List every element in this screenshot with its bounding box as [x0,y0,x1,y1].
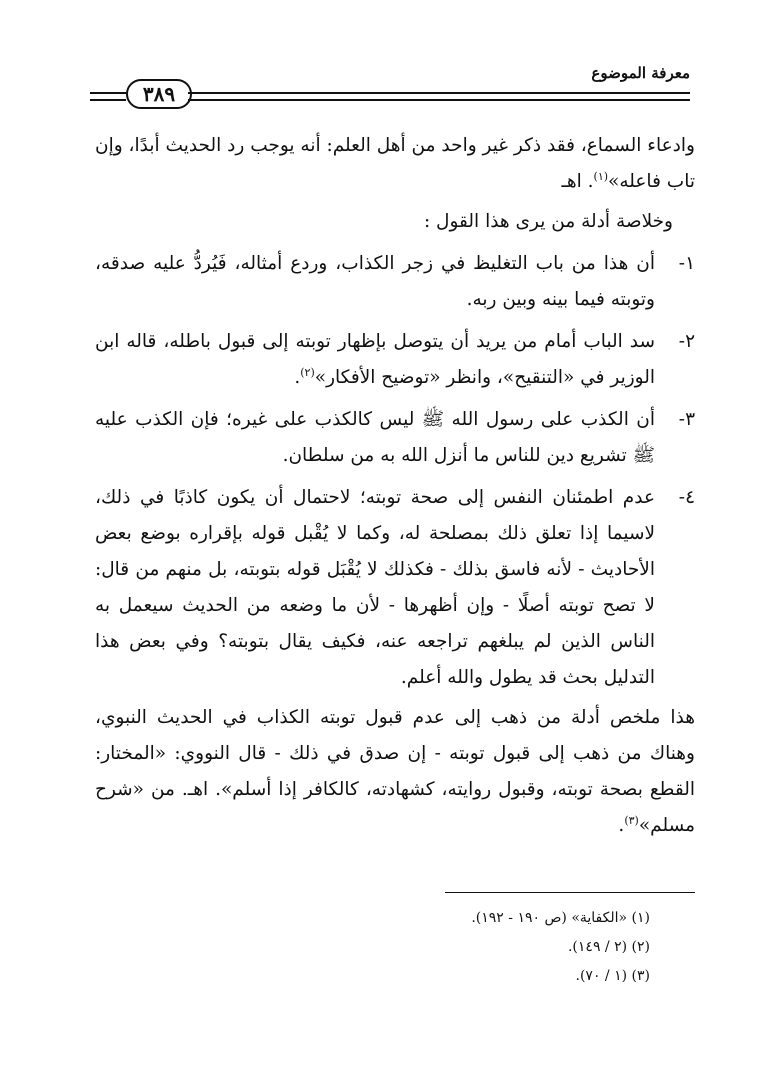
list-item-text: عدم اطمئنان النفس إلى صحة توبته؛ لاحتمال أن يكون كاذبًا في ذلك، لاسيما إذا تعلق ذلك بمصلحة له، وكما لا يُقْبل قوله بإقراره بوضع بعض الأحاديث - لأنه فاسق بذلك - فكذلك لا يُقْبَل قوله بتوبته، بل منهم من قال: لا تصح توبته أصلًا - وإن أظهرها - لأن ما وضعه من الحديث سيعمل به الناس الذين لم يبلغهم تراجعه عنه، فكيف يقال بتوبته؟ وفي بعض هذا التدليل بحث قد يطول والله أعلم. [95,487,655,688]
paragraph-1 [95,128,695,200]
page-header [90,62,690,112]
page-number: ٣٨٩ [126,79,192,109]
footnote-ref-2: (٢) [300,365,315,379]
list-item-text: سد الباب أمام من يريد أن يتوصل بإظهار توبته إلى قبول باطله، قاله ابن الوزير في «التنقيح»، وانظر «توضيح الأفكار»$^{(٢)}$. [95,331,655,388]
list-item-number: ١- [678,253,695,274]
footnote-ref-1: (١) [593,169,609,183]
paragraph-3 [95,700,695,844]
paragraph-3-text: هذا ملخص أدلة من ذهب إلى عدم قبول توبته الكذاب في الحديث النبوي، وهناك من ذهب إلى قبول توبته - إن صدق في ذلك - قال النووي: «المختار: القطع بصحة توبته، وقبول روايته، كشهادته، كالكافر إذا أسلم». اهـ. من «شرح مسلم» [95,707,695,836]
footnote-3: (٣) (١ / ٧٠). [575,968,650,984]
footnote-divider [445,892,695,893]
list-item-number: ٤- [678,487,695,508]
list-item-1 [95,246,695,318]
paragraph-1-text: وادعاء السماع، فقد ذكر غير واحد من أهل العلم: أنه يوجب رد الحديث أبدًا، وإن تاب فاعله» [95,135,695,192]
paragraph-3-end: . [618,815,625,836]
header-rule-left [90,92,126,101]
footnote-ref-3: (٣) [624,813,639,827]
list-item-number: ٣- [678,409,695,430]
list-item-2 [95,324,695,396]
list-item-text: أن هذا من باب التغليظ في زجر الكذاب، وردع أمثاله، فَيُردُّ عليه صدقه، وتوبته فيما بينه وبين ربه. [95,253,655,310]
list-item-4 [95,480,695,696]
header-rule-right [188,92,690,101]
list-item-number: ٢- [678,331,695,352]
footnotes [345,904,650,991]
paragraph-2: وخلاصة أدلة من يرى هذا القول : [423,211,673,232]
book-title: معرفة الموضوع [587,64,690,82]
footnote-2: (٢) (٢ / ١٤٩). [567,939,650,955]
paragraph-1-end: . اهـ [561,171,594,192]
list-item-3 [95,402,695,474]
footnote-1: (١) «الكفاية» (ص ١٩٠ - ١٩٢). [471,910,650,926]
main-text [95,128,695,848]
list-item-text: أن الكذب على رسول الله ﷺ ليس كالكذب على غيره؛ فإن الكذب عليه ﷺ تشريع دين للناس ما أنزل الله به من سلطان. [95,409,655,466]
